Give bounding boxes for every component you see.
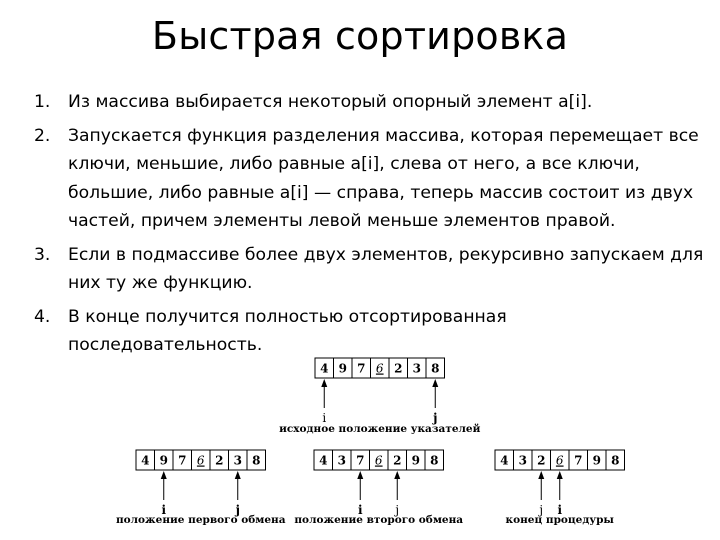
pointer-label: i — [557, 503, 563, 517]
step-text: Запускается функция разделения массива, которая перемещает все ключи, меньшие, либо равные a[i], слева от него, а все ключи, большие, либо равные a[i] — справа, теперь массив состоит из двух частей, причем элементы левой меньше элементов правой. — [68, 125, 699, 231]
cell-value: 9 — [411, 453, 420, 468]
pointer-label: j — [433, 411, 438, 425]
pointer-arrow-head — [321, 379, 327, 387]
cell-value: 3 — [233, 453, 242, 468]
cell-value: 8 — [252, 453, 261, 468]
pointer-arrow-head — [235, 471, 241, 479]
step-item — [34, 88, 704, 117]
step-item — [34, 122, 704, 236]
array-diagram — [116, 450, 286, 526]
cell-value: 9 — [338, 361, 347, 376]
cell-value: 7 — [357, 361, 366, 376]
pointer-arrow-head — [432, 379, 438, 387]
steps-list — [34, 88, 704, 365]
array-diagram — [495, 450, 625, 526]
cell-value: 8 — [431, 361, 440, 376]
array-frame — [136, 450, 266, 470]
pointer-arrow-head — [357, 471, 363, 479]
cell-value: 3 — [412, 361, 421, 376]
cell-value: 2 — [393, 453, 402, 468]
step-number: 3. — [34, 244, 51, 265]
cell-value: 2 — [215, 453, 224, 468]
cell-value: 9 — [159, 453, 168, 468]
step-item — [34, 303, 704, 360]
cell-value: 9 — [592, 453, 601, 468]
pointer-label: i — [161, 503, 167, 517]
cell-value: 4 — [141, 453, 150, 468]
step-number: 2. — [34, 125, 51, 146]
cell-value: 7 — [178, 453, 187, 468]
pointer-arrow-head — [538, 471, 544, 479]
cell-value: 2 — [394, 361, 403, 376]
diagram-caption: конец процедуры — [505, 514, 614, 526]
array-diagram — [279, 358, 481, 435]
cell-value: 7 — [356, 453, 365, 468]
pointer-label: j — [395, 503, 400, 517]
array-diagram — [294, 450, 463, 526]
pivot-cell-value: 6 — [196, 453, 205, 468]
pointer-arrow-head — [557, 471, 563, 479]
pointer-label: j — [539, 503, 544, 517]
array-frame — [314, 450, 444, 470]
cell-value: 3 — [518, 453, 527, 468]
pointer-arrow-head — [394, 471, 400, 479]
diagram-caption: положение первого обмена — [115, 514, 286, 526]
pivot-cell-value: 6 — [375, 361, 384, 376]
array-frame — [495, 450, 625, 470]
step-text: Если в подмассиве более двух элементов, рекурсивно запускаем для них ту же функцию. — [68, 244, 704, 293]
pivot-cell-value: 6 — [555, 453, 564, 468]
step-number: 4. — [34, 306, 51, 327]
cell-value: 4 — [319, 453, 328, 468]
cell-value: 2 — [537, 453, 546, 468]
step-number: 1. — [34, 92, 51, 112]
cell-value: 7 — [574, 453, 583, 468]
cell-value: 8 — [430, 453, 439, 468]
step-text: Из массива выбирается некоторый опорный элемент a[i]. — [68, 92, 593, 112]
diagram-caption: исходное положение указателей — [279, 423, 481, 435]
step-text: В конце получится полностью отсортированная последовательность. — [68, 306, 507, 355]
cell-value: 3 — [337, 453, 346, 468]
slide-title: Быстрая сортировка — [151, 14, 569, 58]
cell-value: 8 — [611, 453, 620, 468]
pointer-label: i — [357, 503, 363, 517]
pointer-label: j — [235, 503, 240, 517]
cell-value: 4 — [500, 453, 509, 468]
step-item — [34, 241, 704, 298]
cell-value: 4 — [320, 361, 329, 376]
pointer-arrow-head — [161, 471, 167, 479]
diagram-caption: положение второго обмена — [294, 514, 464, 526]
pointer-label: i — [322, 411, 327, 425]
pivot-cell-value: 6 — [374, 453, 383, 468]
